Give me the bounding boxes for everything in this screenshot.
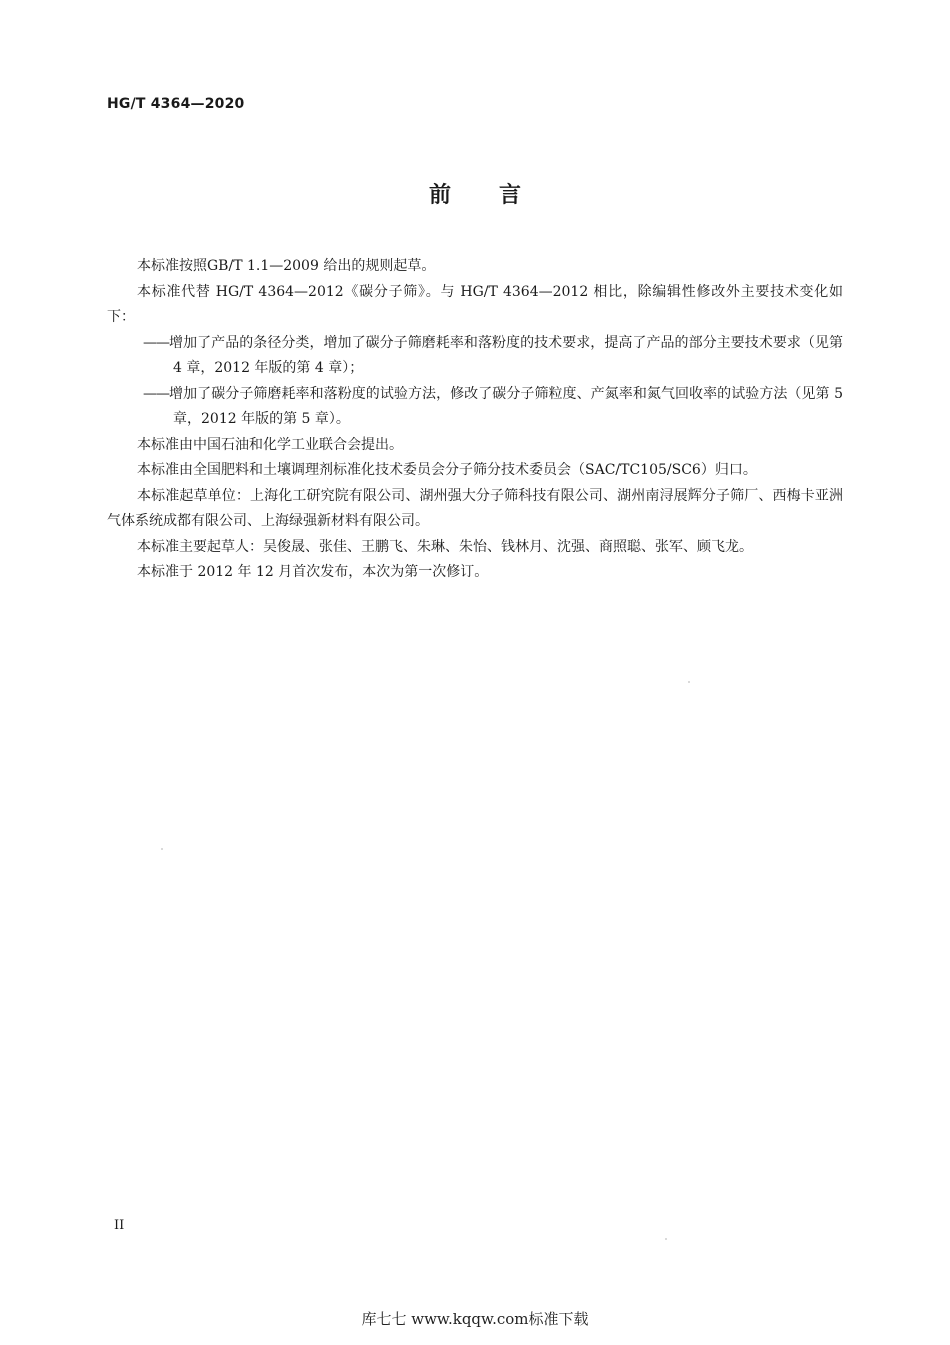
paragraph-drafting-units: 本标准起草单位：上海化工研究院有限公司、湖州强大分子筛科技有限公司、湖州南浔展辉分子筛厂、西梅卡亚洲气体系统成都有限公司、上海绿强新材料有限公司。	[107, 487, 843, 529]
page-number: II	[114, 1218, 125, 1233]
foreword-body	[107, 254, 843, 586]
list-item-text: 增加了产品的条径分类，增加了碳分子筛磨耗率和落粉度的技术要求，提高了产品的部分主要技术要求（见第 4 章，2012 年版的第 4 章）；	[169, 334, 843, 376]
paragraph-committee: 本标准由全国肥料和土壤调理剂标准化技术委员会分子筛分技术委员会（SAC/TC105/SC6）归口。	[137, 462, 757, 478]
footer-watermark: 库七七 www.kqqw.com标准下载	[361, 1310, 589, 1328]
paragraph-proposer: 本标准由中国石油和化学工业联合会提出。	[137, 436, 403, 453]
dash-marker: ——	[143, 334, 169, 351]
scan-speck	[665, 1238, 667, 1240]
list-item-change-1	[107, 331, 843, 382]
paragraph-replacement: 本标准代替 HG/T 4364—2012《碳分子筛》。与 HG/T 4364—2012 相比，除编辑性修改外主要技术变化如下：	[107, 283, 843, 325]
dash-marker: ——	[143, 385, 169, 402]
scan-speck	[161, 848, 163, 850]
paragraph-drafters: 本标准主要起草人：吴俊晟、张佳、王鹏飞、朱琳、朱怡、钱林月、沈强、商照聪、张军、顾飞龙。	[137, 538, 753, 555]
paragraph-history: 本标准于 2012 年 12 月首次发布，本次为第一次修订。	[137, 564, 489, 580]
paragraph-drafting-rules: 本标准按照GB/T 1.1—2009 给出的规则起草。	[137, 258, 436, 274]
list-item-change-2	[107, 382, 843, 433]
scan-speck	[688, 681, 690, 683]
standard-code: HG/T 4364—2020	[107, 96, 245, 112]
list-item-text: 增加了碳分子筛磨耗率和落粉度的试验方法，修改了碳分子筛粒度、产氮率和氮气回收率的试验方法（见第 5 章，2012 年版的第 5 章）。	[169, 385, 843, 427]
page-title: 前言	[428, 183, 569, 208]
